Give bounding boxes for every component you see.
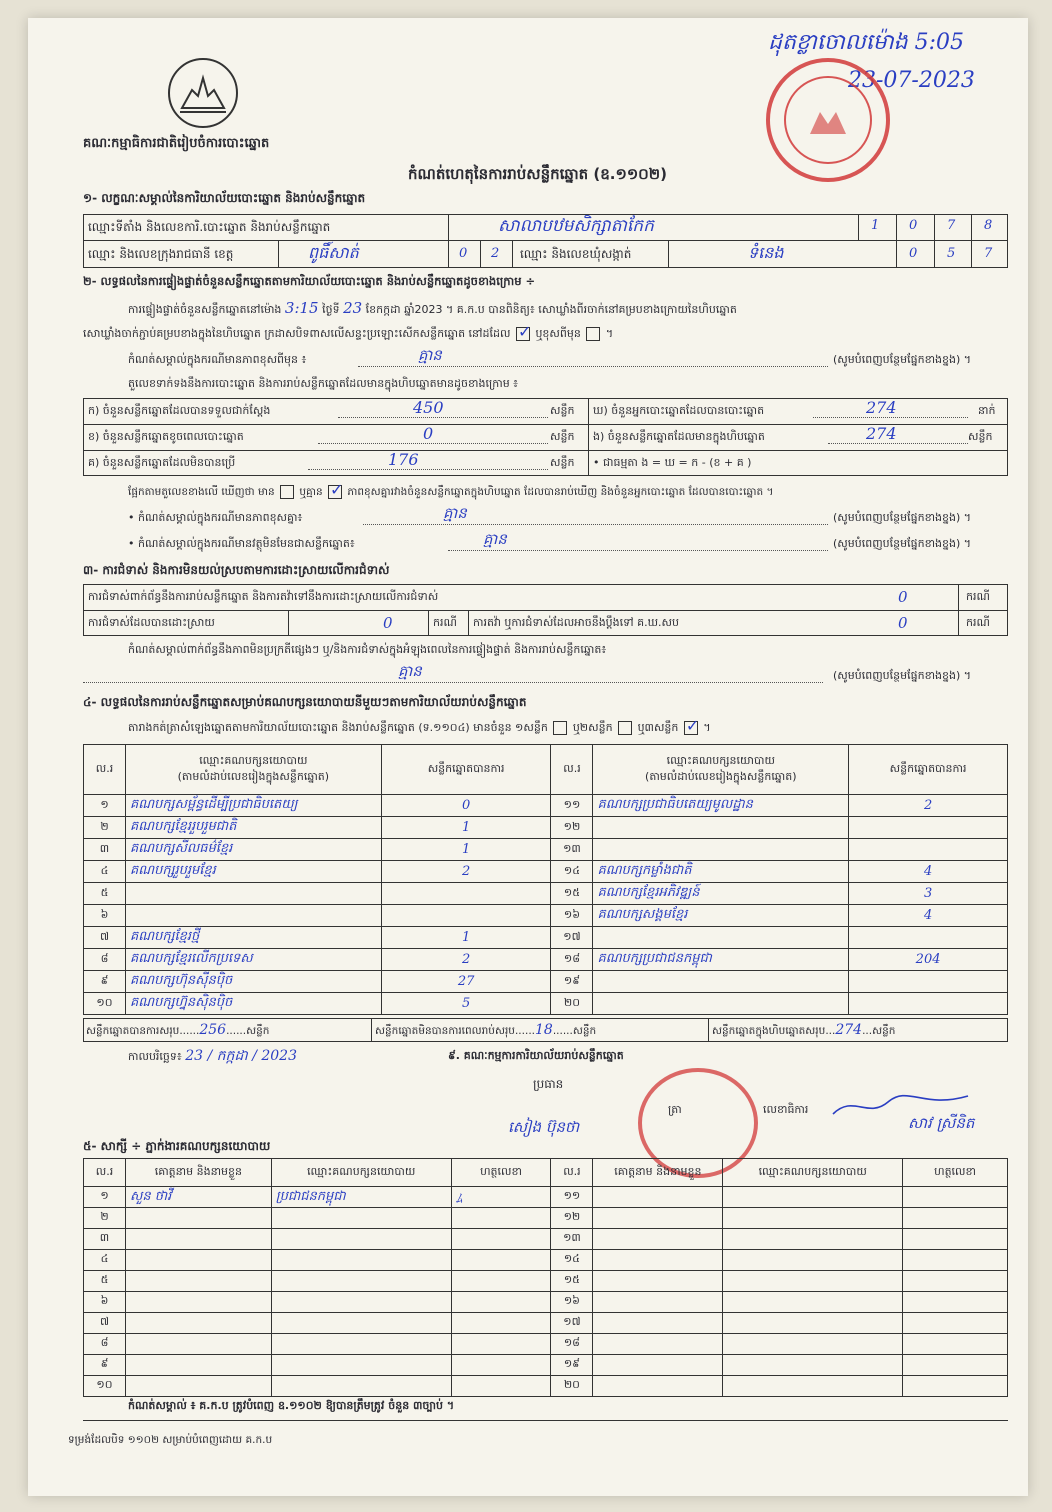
party-votes: 4 xyxy=(849,861,1008,883)
section5-title: ៥- សាក្សី ÷ ភ្នាក់ងារគណបក្សនយោបាយ xyxy=(83,1139,271,1153)
witness-no: ១៨ xyxy=(551,1334,593,1355)
party-name xyxy=(593,817,849,839)
table-row xyxy=(84,1250,1008,1271)
party-no: ៣ xyxy=(84,839,126,861)
witness-name xyxy=(125,1208,271,1229)
witness-no: ៧ xyxy=(84,1313,126,1334)
party-no: ១៥ xyxy=(551,883,593,905)
total-box: សន្លឹកឆ្នោតក្នុងហិបឆ្នោតសរុប...274...សន្លឹក xyxy=(712,1022,896,1038)
witness-party xyxy=(271,1313,451,1334)
party-votes: 0 xyxy=(381,795,551,817)
stamp-emblem-icon xyxy=(770,62,886,178)
witness-signature: ﾑ xyxy=(451,1187,551,1208)
party-name: គណបក្សរួបរួមខ្មែរ xyxy=(125,861,381,883)
witness-party xyxy=(723,1355,903,1376)
witness-name xyxy=(593,1250,723,1271)
section1-row1-value: សាលាបឋមសិក្សាតាកែក xyxy=(498,216,654,236)
witness-no: ៨ xyxy=(84,1334,126,1355)
no-difference-checkbox[interactable] xyxy=(328,485,342,499)
angkor-emblem-icon xyxy=(170,60,236,126)
digit-box: 7 xyxy=(947,218,956,233)
section2-para2: សោឃ្លាំងចាក់ភ្ជាប់គម្របខាងក្នុងនៃហិបឆ្នោត ក្រដាសបិទពាសលើសន្ទះប្រឡោះសើកសន្លឹកឆ្នោត នៅដដែល ✓ ឬខុសពីមុន ។ xyxy=(83,326,613,342)
section1-title: ១- លក្ខណៈសម្គាល់នៃការិយាល័យបោះឆ្នោត និងរាប់សន្លឹកឆ្នោត xyxy=(83,191,366,205)
has-difference-checkbox[interactable] xyxy=(280,485,294,499)
section1-row2-value-b: ទំនេង xyxy=(748,243,784,262)
witness-signature xyxy=(451,1355,551,1376)
witness-name xyxy=(125,1292,271,1313)
witness-no: ៦ xyxy=(84,1292,126,1313)
witness-party xyxy=(271,1355,451,1376)
one-sheet-checkbox[interactable] xyxy=(553,721,567,735)
digit-box: 7 xyxy=(984,246,993,261)
party-name: គណបក្សហ៊ុនស៊ីនប៉ិច xyxy=(125,971,381,993)
witness-name xyxy=(125,1355,271,1376)
figure-row-c: គ) ចំនួនសន្លឹកឆ្នោតដែលមិនបានប្រើ xyxy=(88,456,236,469)
figure-value-d: 274 xyxy=(866,398,897,417)
figure-value-e: 274 xyxy=(866,424,897,443)
section3-row2-label-b: ការតវ៉ា ឬការជំទាស់ដែលអាចនឹងប្តឹងទៅ គ.ឃ.សប xyxy=(473,616,680,629)
witness-party xyxy=(271,1292,451,1313)
witness-signature xyxy=(451,1250,551,1271)
party-name: គណបក្សកម្លាំងជាតិ xyxy=(593,861,849,883)
digit-box: 0 xyxy=(459,246,468,261)
footnote: កំណត់សម្គាល់ ៖ គ.ក.ប ត្រូវបំពេញ ឧ.១១០២ ឱ្យបានត្រឹមត្រូវ ចំនួន ៣ច្បាប់ ។ xyxy=(128,1399,455,1412)
party-name: គណបក្សប្រជាជនកម្ពុជា xyxy=(593,949,849,971)
table-row xyxy=(84,949,1008,971)
section2-title: ២- លទ្ធផលនៃការផ្ទៀងផ្ទាត់ចំនួនសន្លឹកឆ្នោតតាមការិយាល័យបោះឆ្នោត និងរាប់សន្លឹកឆ្នោតដូចខាងក្រោម ÷ xyxy=(83,274,536,288)
witness-party xyxy=(271,1208,451,1229)
witness-signature xyxy=(451,1271,551,1292)
witness-no: ២ xyxy=(84,1208,126,1229)
official-stamp-top xyxy=(766,58,890,182)
section2-para1: ការផ្ទៀងផ្ទាត់ចំនួនសន្លឹកឆ្នោតនៅម៉ោង 3:15 ថ្ងៃទី 23 ខែកក្កដា ឆ្នាំ2023 ។ គ.ក.ប បានពិនិត្យ៖ សោឃ្លាំងពីរចាក់នៅគម្របខាងក្រោយនៃហិបឆ្នោត xyxy=(128,299,737,317)
section3-row2-value-b: 0 xyxy=(898,614,908,632)
witness-name xyxy=(593,1208,723,1229)
table-row xyxy=(84,1355,1008,1376)
chair-signature: សៀង ប៊ុនថា xyxy=(508,1118,580,1136)
witness-signature xyxy=(451,1229,551,1250)
witness-no: ១៣ xyxy=(551,1229,593,1250)
digit-box: 8 xyxy=(984,218,993,233)
witness-name xyxy=(593,1271,723,1292)
committee-name: គណៈកម្មាធិការជាតិរៀបចំការបោះឆ្នោត xyxy=(83,136,270,151)
table-row xyxy=(84,993,1008,1015)
figure-value-b: 0 xyxy=(423,424,434,443)
party-name: គណបក្សប្រជាធិបតេយ្យមូលដ្ឋាន xyxy=(593,795,849,817)
party-votes: 2 xyxy=(849,795,1008,817)
table-row xyxy=(84,861,1008,883)
party-no: ១៣ xyxy=(551,839,593,861)
witness-party xyxy=(723,1313,903,1334)
signature-scribble-icon xyxy=(828,1084,978,1124)
party-votes xyxy=(849,927,1008,949)
party-votes: 1 xyxy=(381,927,551,949)
section1-row2-value: ពូធិ៍សាត់ xyxy=(308,243,359,262)
party-name xyxy=(593,927,849,949)
party-no: ១៤ xyxy=(551,861,593,883)
table-row xyxy=(84,883,1008,905)
party-votes xyxy=(849,971,1008,993)
party-votes xyxy=(849,993,1008,1015)
party-no: ១ xyxy=(84,795,126,817)
witness-signature xyxy=(903,1313,1008,1334)
party-votes: 2 xyxy=(381,861,551,883)
party-no: ៩ xyxy=(84,971,126,993)
table-row xyxy=(84,1208,1008,1229)
witness-party xyxy=(271,1334,451,1355)
witness-name xyxy=(125,1313,271,1334)
table-row xyxy=(84,817,1008,839)
witness-name xyxy=(593,1229,723,1250)
witness-name xyxy=(125,1271,271,1292)
party-no: ២០ xyxy=(551,993,593,1015)
witness-signature xyxy=(903,1208,1008,1229)
handwritten-time: ដុតខ្លាចោលម៉ោង 5:05 xyxy=(768,30,965,55)
party-name: គណបក្សសង្គមខ្មែរ xyxy=(593,905,849,927)
party-votes: 27 xyxy=(381,971,551,993)
figure-row-e: ង) ចំនួនសន្លឹកឆ្នោតដែលមានក្នុងហិបឆ្នោត xyxy=(593,430,765,443)
witness-name: សួន ថាវី xyxy=(125,1187,271,1208)
witness-no: ៩ xyxy=(84,1355,126,1376)
witness-party: ប្រជាជនកម្ពុជា xyxy=(271,1187,451,1208)
table-row xyxy=(84,795,1008,817)
party-name: គណបក្សហ្វ៊ុនស៊ិនប៉ិច xyxy=(125,993,381,1015)
section3-row2-label: ការជំទាស់ដែលបានដោះស្រាយ xyxy=(88,616,215,629)
table-row xyxy=(84,1376,1008,1397)
party-name xyxy=(593,971,849,993)
table-row xyxy=(84,839,1008,861)
table-row xyxy=(84,1313,1008,1334)
witness-name xyxy=(593,1355,723,1376)
witness-signature xyxy=(451,1313,551,1334)
party-no: ១៨ xyxy=(551,949,593,971)
chair-label: ប្រធាន xyxy=(533,1077,564,1091)
party-no: ១២ xyxy=(551,817,593,839)
ballot-count-report-page: គណៈកម្មាធិការជាតិរៀបចំការបោះឆ្នោត ដុតខ្លាចោលម៉ោង 5:05 23-07-2023 កំណត់ហេតុនៃការរាប់សន្លឹកឆ្នោត (ឧ.១១០២) ១- លក្ខណៈសម្គាល់នៃការិយាល័យបោះឆ្នោត និងរាប់សន្លឹកឆ្នោត ឈ្មោះទីតាំង និងលេខការិ.បោះឆ្នោត និងរាប់សន្លឹកឆ្នោត សាលាបឋមសិក្សាតាកែក 1 0 7 8 ឈ្មោះ និងលេខក្រុងរាជធានី ខេត្ត ពូធិ៍សាត់ 0 2 ឈ្មោះ និងលេខឃុំសង្កាត់ ទំនេង 0 5 7 ២- លទ្ធផលនៃការផ្ទៀងផ្ទាត់ចំនួនសន្លឹកឆ្នោតតាមការិយាល័យបោះឆ្នោត និងរាប់សន្លឹកឆ្នោតដូចខាងក្រោម ÷ ការផ្ទៀងផ្ទាត់ចំនួនសន្លឹកឆ្នោតនៅម៉ោង 3:15 ថ្ងៃទី 23 ខែកក្កដា ឆ្នាំ2023 ។ គ.ក.ប បានពិនិត្យ៖ សោឃ្លាំងពីរចាក់នៅគម្របខាងក្រោយនៃហិបឆ្នោត សោឃ្លាំងចាក់ភ្ជាប់គម្របខាងក្នុងនៃហិបឆ្នោត ក្រដាសបិទពាសលើសន្ទះប្រឡោះសើកសន្លឹកឆ្នោត នៅដដែល ✓ ឬខុសពីមុន ។ កំណត់សម្គាល់ក្នុងករណីមានភាពខុសពីមុន ៖ គ្មាន (សូមបំពេញបន្ថែមផ្នែកខាងខ្នង) ។ តួលេខទាក់ទងនឹងការបោះឆ្នោត និងការរាប់សន្លឹកឆ្នោតដែលមានក្នុងហិបឆ្នោតមានដូចខាងក្រោម ៖ ក) ចំនួនសន្លឹកឆ្នោតដែលបានទទួលជាក់ស្តែង 450 សន្លឹក ខ) ចំនួនសន្លឹកឆ្នោតខូចពេលបោះឆ្នោត 0 សន្លឹក គ) ចំនួនសន្លឹកឆ្នោតដែលមិនបានប្រើ 176 សន្លឹក ឃ) ចំនួនអ្នកបោះឆ្នោតដែលបានបោះឆ្នោត 274 នាក់ ង) ចំនួនសន្លឹកឆ្នោតដែលមានក្នុងហិបឆ្នោត 274 សន្លឹក • ជាធម្មតា ង = ឃ = ក - (ខ + គ ) ផ្អែកតាមតួលេខខាងលើ ឃើញថា មាន ឬគ្មាន ✓ ភាពខុសគ្នារវាងចំនួនសន្លឹកឆ្នោតក្នុងហិបឆ្នោត ដែលបានរាប់ឃើញ និងចំនួនអ្នកបោះឆ្នោត ដែលបានបោះឆ្នោត ។ • កំណត់សម្គាល់ក្នុងករណីមានភាពខុសគ្នា៖ គ្មាន (សូមបំពេញបន្ថែមផ្នែកខាងខ្នង) ។ • កំណត់សម្គាល់ក្នុងករណីមានវត្ថុមិនមែនជាសន្លឹកឆ្នោត៖ គ្មាន (សូមបំពេញបន្ថែមផ្នែកខាងខ្នង) ។ ៣- ការជំទាស់ និងការមិនយល់ស្របតាមការដោះស្រាយលើការជំទាស់ ការជំទាស់ពាក់ព័ន្ធនឹងការរាប់សន្លឹកឆ្នោត និងការតវ៉ាទៅនឹងការដោះស្រាយលើការជំទាស់ 0 ករណី ការជំទាស់ដែលបានដោះស្រាយ 0 ករណី ការតវ៉ា ឬការជំទាស់ដែលអាចនឹងប្តឹងទៅ គ.ឃ.សប 0 ករណី កំណត់សម្គាល់ពាក់ព័ន្ធនឹងភាពមិនប្រក្រតីផ្សេងៗ ឬ/និងការជំទាស់ក្នុងអំឡុងពេលនៃការផ្ទៀងផ្ទាត់ និងការរាប់សន្លឹកឆ្នោត៖ គ្មាន (សូមបំពេញបន្ថែមផ្នែកខាងខ្នង) ។ ៤- លទ្ធផលនៃការរាប់សន្លឹកឆ្នោតសម្រាប់គណបក្សនយោបាយនីមួយៗតាមការិយាល័យរាប់សន្លឹកឆ្នោត តារាងកត់ត្រាសំឡេងឆ្នោតតាមការិយាល័យបោះឆ្នោត និងរាប់សន្លឹកឆ្នោត (ទ.១១០៤) មានចំនួន ១សន្លឹក ឬ២សន្លឹក ឬ៣សន្លឹក ✓ ។ ល.រ ឈ្មោះគណបក្សនយោបាយ (តាមលំដាប់លេខរៀងក្នុងសន្លឹកឆ្នោត) សន្លឹកឆ្នោតបានការ ល.រ ឈ្មោះគណបក្សនយោបាយ (តាមលំដាប់លេខរៀងក្នុងសន្លឹកឆ្នោត) សន្លឹកឆ្នោតបានការ ១ គណបក្សសម្ព័ន្ធដើម្បីប្រជាធិបតេយ្យ 0 ១១ គណបក្សប្រជាធិបតេយ្យមូលដ្ឋាន 2 ២ គណបក្សខ្មែររួបរួមជាតិ 1 ១២ ៣ គណបក្សសីលធម៌ខ្មែរ 1 ១៣ ៤ គណបក្សរួបរួមខ្មែរ 2 ១៤ គណបក្សកម្លាំងជាតិ 4 ៥ ១៥ គណបក្សខ្មែរអភិវឌ្ឍន៍ 3 ៦ ១៦ គណបក្សសង្គមខ្មែរ 4 ៧ គណបក្សខ្មែរថ្មី 1 ១៧ ៨ គណបក្សខ្មែរលើកប្រទេស 2 ១៨ គណបក្សប្រជាជនកម្ពុជា 204 ៩ គណបក្សហ៊ុនស៊ីនប៉ិច 27 ១៩ ១០ គណបក្សហ្វ៊ុនស៊ិនប៉ិច 5 ២០ សន្លឹកឆ្នោតបានការសរុប......256......សន្លឹក សន្លឹកឆ្នោតមិនបានការពេលរាប់សរុប......18......សន្លឹក សន្លឹកឆ្នោតក្នុងហិបឆ្នោតសរុប...274...សន្លឹក កាលបរិច្ឆេទ៖ 23 / កក្កដា / 2023 ៩. គណៈកម្មការការិយាល័យរាប់សន្លឹកឆ្នោត ប្រធាន សៀង ប៊ុនថា ត្រា លេខាធិការ សាវ ស្រីនិត ៥- សាក្សី ÷ ភ្នាក់ងារគណបក្សនយោបាយ ល.រ គោត្តនាម និងនាមខ្លួន ឈ្មោះគណបក្សនយោបាយ ហត្ថលេខា ល.រ គោត្តនាម និងនាមខ្លួន ឈ្មោះគណបក្សនយោបាយ ហត្ថលេខា ១ សួន ថាវី ប្រជាជនកម្ពុជា ﾑ ១១ ២ ១២ ៣ ១៣ ៤ ១៤ ៥ ១៥ ៦ ១៦ ៧ ១៧ ៨ ១៨ ៩ ១៩ ១០ ២០ កំណត់សម្គាល់ ៖ គ.ក.ប ត្រូវបំពេញ ឧ.១១០២ ឱ្យបានត្រឹមត្រូវ ចំនួន ៣ច្បាប់ ។ ទម្រង់ដែលបិទ ១១០២ សម្រាប់បំពេញដោយ គ.ក.ប xyxy=(28,18,1028,1496)
committee-label: ៩. គណៈកម្មការការិយាល័យរាប់សន្លឹកឆ្នោត xyxy=(448,1049,624,1062)
section3-row2-value: 0 xyxy=(383,614,393,632)
party-votes xyxy=(849,817,1008,839)
party-votes: 1 xyxy=(381,839,551,861)
witness-signature xyxy=(903,1292,1008,1313)
party-name xyxy=(125,883,381,905)
figure-row-a: ក) ចំនួនសន្លឹកឆ្នោតដែលបានទទួលជាក់ស្តែង xyxy=(88,404,271,417)
note3-label: • កំណត់សម្គាល់ក្នុងករណីមានវត្ថុមិនមែនជាសន្លឹកឆ្នោត៖ xyxy=(128,537,355,550)
date-line: កាលបរិច្ឆេទ៖ 23 / កក្កដា / 2023 xyxy=(128,1048,297,1064)
witness-signature xyxy=(451,1208,551,1229)
section2-intro: តួលេខទាក់ទងនឹងការបោះឆ្នោត និងការរាប់សន្លឹកឆ្នោតដែលមានក្នុងហិបឆ្នោតមានដូចខាងក្រោម ៖ xyxy=(128,377,519,390)
witness-party xyxy=(723,1187,903,1208)
stamp-label: ត្រា xyxy=(668,1103,682,1116)
party-no: ១៦ xyxy=(551,905,593,927)
party-no: ៥ xyxy=(84,883,126,905)
witness-signature xyxy=(451,1292,551,1313)
digit-box: 0 xyxy=(909,218,918,233)
table-row xyxy=(84,927,1008,949)
witness-no: ១៩ xyxy=(551,1355,593,1376)
table-row xyxy=(84,1187,1008,1208)
figure-row-b: ខ) ចំនួនសន្លឹកឆ្នោតខូចពេលបោះឆ្នោត xyxy=(88,430,244,443)
party-votes: 3 xyxy=(849,883,1008,905)
witness-name xyxy=(593,1334,723,1355)
figure-value-a: 450 xyxy=(413,398,444,417)
figure-value-c: 176 xyxy=(388,450,419,469)
party-name: គណបក្សសីលធម៌ខ្មែរ xyxy=(125,839,381,861)
section1-row2-label: ឈ្មោះ និងលេខក្រុងរាជធានី ខេត្ត xyxy=(88,247,234,261)
section1-row2-label-b: ឈ្មោះ និងលេខឃុំសង្កាត់ xyxy=(520,247,632,261)
witness-party xyxy=(723,1376,903,1397)
table-row xyxy=(84,1292,1008,1313)
witness-no: ១៦ xyxy=(551,1292,593,1313)
witness-signature xyxy=(903,1250,1008,1271)
total-valid: សន្លឹកឆ្នោតបានការសរុប......256......សន្លឹក xyxy=(86,1022,270,1038)
witness-no: ១២ xyxy=(551,1208,593,1229)
witness-signature xyxy=(903,1187,1008,1208)
witness-no: ១៤ xyxy=(551,1250,593,1271)
witness-signature xyxy=(903,1334,1008,1355)
witness-party xyxy=(723,1292,903,1313)
section1-row1-label: ឈ្មោះទីតាំង និងលេខការិ.បោះឆ្នោត និងរាប់សន្លឹកឆ្នោត xyxy=(88,220,331,234)
witness-no: ៥ xyxy=(84,1271,126,1292)
party-no: ១៩ xyxy=(551,971,593,993)
witness-signature xyxy=(903,1355,1008,1376)
witness-name xyxy=(593,1376,723,1397)
form-title: កំណត់ហេតុនៃការរាប់សន្លឹកឆ្នោត (ឧ.១១០២) xyxy=(408,165,668,183)
witness-signature xyxy=(903,1229,1008,1250)
witness-name xyxy=(125,1376,271,1397)
digit-box: 2 xyxy=(491,246,500,261)
party-votes xyxy=(381,905,551,927)
section3-title: ៣- ការជំទាស់ និងការមិនយល់ស្របតាមការដោះស្រាយលើការជំទាស់ xyxy=(83,563,390,577)
same-checkbox[interactable] xyxy=(516,327,530,341)
party-name: គណបក្សខ្មែរថ្មី xyxy=(125,927,381,949)
party-no: ២ xyxy=(84,817,126,839)
witness-name xyxy=(593,1292,723,1313)
note1-label: កំណត់សម្គាល់ក្នុងករណីមានភាពខុសពីមុន ៖ xyxy=(128,353,307,366)
witness-name xyxy=(593,1313,723,1334)
witness-no: ១០ xyxy=(84,1376,126,1397)
witness-party xyxy=(723,1334,903,1355)
party-votes: 1 xyxy=(381,817,551,839)
party-votes: 2 xyxy=(381,949,551,971)
witness-no: ១៥ xyxy=(551,1271,593,1292)
note2-value: គ្មាន xyxy=(443,504,467,522)
fill-hint: (សូមបំពេញបន្ថែមផ្នែកខាងខ្នង) ។ xyxy=(833,353,972,366)
party-name: គណបក្សខ្មែរអភិវឌ្ឍន៍ xyxy=(593,883,849,905)
witness-party xyxy=(271,1250,451,1271)
two-sheet-checkbox[interactable] xyxy=(618,721,632,735)
total-invalid: សន្លឹកឆ្នោតមិនបានការពេលរាប់សរុប......18......សន្លឹក xyxy=(375,1022,597,1038)
section3-row1-value: 0 xyxy=(898,588,908,606)
party-name: គណបក្សខ្មែរលើកប្រទេស xyxy=(125,949,381,971)
digit-box: 5 xyxy=(947,246,956,261)
party-no: ១០ xyxy=(84,993,126,1015)
note1-value: គ្មាន xyxy=(418,346,442,364)
witness-no: ៤ xyxy=(84,1250,126,1271)
witness-signature xyxy=(903,1271,1008,1292)
witness-table: ល.រ គោត្តនាម និងនាមខ្លួន ឈ្មោះគណបក្សនយោបាយ ហត្ថលេខា ល.រ គោត្តនាម និងនាមខ្លួន ឈ្មោះគណបក្សនយោបាយ ហត្ថលេខា ១ សួន ថាវី ប្រជាជនកម្ពុជា ﾑ ១១ ២ ១២ ៣ ១៣ ៤ ១៤ ៥ ១៥ ៦ ១៦ ៧ ១៧ ៨ ១៨ ៩ ១៩ ១០ ២០ xyxy=(83,1158,1008,1397)
note3-value: គ្មាន xyxy=(483,530,507,548)
section3-note-label: កំណត់សម្គាល់ពាក់ព័ន្ធនឹងភាពមិនប្រក្រតីផ្សេងៗ ឬ/និងការជំទាស់ក្នុងអំឡុងពេលនៃការផ្ទៀងផ្ទាត់ និងការរាប់សន្លឹកឆ្នោត៖ xyxy=(128,643,607,656)
party-no: ៧ xyxy=(84,927,126,949)
witness-no: ៣ xyxy=(84,1229,126,1250)
witness-name xyxy=(593,1187,723,1208)
party-name xyxy=(125,905,381,927)
witness-party xyxy=(723,1271,903,1292)
party-results-table: ល.រ ឈ្មោះគណបក្សនយោបាយ (តាមលំដាប់លេខរៀងក្នុងសន្លឹកឆ្នោត) សន្លឹកឆ្នោតបានការ ល.រ ឈ្មោះគណបក្សនយោបាយ (តាមលំដាប់លេខរៀងក្នុងសន្លឹកឆ្នោត) សន្លឹកឆ្នោតបានការ ១ គណបក្សសម្ព័ន្ធដើម្បីប្រជាធិបតេយ្យ 0 ១១ គណបក្សប្រជាធិបតេយ្យមូលដ្ឋាន 2 ២ គណបក្សខ្មែររួបរួមជាតិ 1 ១២ ៣ គណបក្សសីលធម៌ខ្មែរ 1 ១៣ ៤ គណបក្សរួបរួមខ្មែរ 2 ១៤ គណបក្សកម្លាំងជាតិ 4 ៥ ១៥ គណបក្សខ្មែរអភិវឌ្ឍន៍ 3 ៦ ១៦ គណបក្សសង្គមខ្មែរ 4 ៧ គណបក្សខ្មែរថ្មី 1 ១៧ ៨ គណបក្សខ្មែរលើកប្រទេស 2 ១៨ គណបក្សប្រជាជនកម្ពុជា 204 ៩ គណបក្សហ៊ុនស៊ីនប៉ិច 27 ១៩ ១០ គណបក្សហ្វ៊ុនស៊ិនប៉ិច 5 ២០ xyxy=(83,744,1008,1015)
section4-title: ៤- លទ្ធផលនៃការរាប់សន្លឹកឆ្នោតសម្រាប់គណបក្សនយោបាយនីមួយៗតាមការិយាល័យរាប់សន្លឹកឆ្នោត xyxy=(83,695,527,709)
witness-signature xyxy=(903,1376,1008,1397)
section3-row1-label: ការជំទាស់ពាក់ព័ន្ធនឹងការរាប់សន្លឹកឆ្នោត និងការតវ៉ាទៅនឹងការដោះស្រាយលើការជំទាស់ xyxy=(88,590,439,603)
table-row xyxy=(84,1229,1008,1250)
party-no: ១១ xyxy=(551,795,593,817)
table-row xyxy=(84,1271,1008,1292)
three-sheet-checkbox[interactable] xyxy=(684,721,698,735)
table-row xyxy=(84,971,1008,993)
party-no: ៦ xyxy=(84,905,126,927)
witness-name xyxy=(125,1229,271,1250)
witness-no: ២០ xyxy=(551,1376,593,1397)
witness-signature xyxy=(451,1376,551,1397)
party-name: គណបក្សខ្មែររួបរួមជាតិ xyxy=(125,817,381,839)
section3-note-value: គ្មាន xyxy=(398,662,422,680)
party-votes: 4 xyxy=(849,905,1008,927)
figure-row-d: ឃ) ចំនួនអ្នកបោះឆ្នោតដែលបានបោះឆ្នោត xyxy=(593,404,765,417)
party-votes: 204 xyxy=(849,949,1008,971)
party-no: ១៧ xyxy=(551,927,593,949)
party-no: ៨ xyxy=(84,949,126,971)
party-votes xyxy=(849,839,1008,861)
table-row xyxy=(84,1334,1008,1355)
witness-name xyxy=(125,1250,271,1271)
party-no: ៤ xyxy=(84,861,126,883)
nec-logo xyxy=(168,58,238,128)
witness-party xyxy=(723,1229,903,1250)
witness-party xyxy=(271,1376,451,1397)
party-votes: 5 xyxy=(381,993,551,1015)
handwritten-date: 23-07-2023 xyxy=(848,68,975,93)
different-checkbox[interactable] xyxy=(586,327,600,341)
party-name: គណបក្សសម្ព័ន្ធដើម្បីប្រជាធិបតេយ្យ xyxy=(125,795,381,817)
witness-party xyxy=(723,1208,903,1229)
witness-no: ១ xyxy=(84,1187,126,1208)
witness-party xyxy=(271,1271,451,1292)
note2-label: • កំណត់សម្គាល់ក្នុងករណីមានភាពខុសគ្នា៖ xyxy=(128,511,303,524)
witness-no: ១៧ xyxy=(551,1313,593,1334)
party-name xyxy=(593,839,849,861)
table-row xyxy=(84,905,1008,927)
section4-intro: តារាងកត់ត្រាសំឡេងឆ្នោតតាមការិយាល័យបោះឆ្នោត និងរាប់សន្លឹកឆ្នោត (ទ.១១០៤) មានចំនួន ១សន្លឹក ឬ២សន្លឹក ឬ៣សន្លឹក ✓ ។ xyxy=(128,720,711,736)
witness-signature xyxy=(451,1334,551,1355)
secretary-label: លេខាធិការ xyxy=(763,1103,809,1116)
witness-party xyxy=(271,1229,451,1250)
secretary-signature: សាវ ស្រីនិត xyxy=(908,1114,975,1132)
footer-note: ទម្រង់ដែលបិទ ១១០២ សម្រាប់បំពេញដោយ គ.ក.ប xyxy=(68,1434,273,1446)
witness-name xyxy=(125,1334,271,1355)
figure-formula: • ជាធម្មតា ង = ឃ = ក - (ខ + គ ) xyxy=(593,456,752,469)
digit-box: 0 xyxy=(909,246,918,261)
compare-line: ផ្អែកតាមតួលេខខាងលើ ឃើញថា មាន ឬគ្មាន ✓ ភាពខុសគ្នារវាងចំនួនសន្លឹកឆ្នោតក្នុងហិបឆ្នោត ដែលបានរាប់ឃើញ និងចំនួនអ្នកបោះឆ្នោត ដែលបានបោះឆ្នោត ។ xyxy=(128,484,773,500)
party-votes xyxy=(381,883,551,905)
witness-party xyxy=(723,1250,903,1271)
party-name xyxy=(593,993,849,1015)
digit-box: 1 xyxy=(871,218,880,233)
witness-no: ១១ xyxy=(551,1187,593,1208)
